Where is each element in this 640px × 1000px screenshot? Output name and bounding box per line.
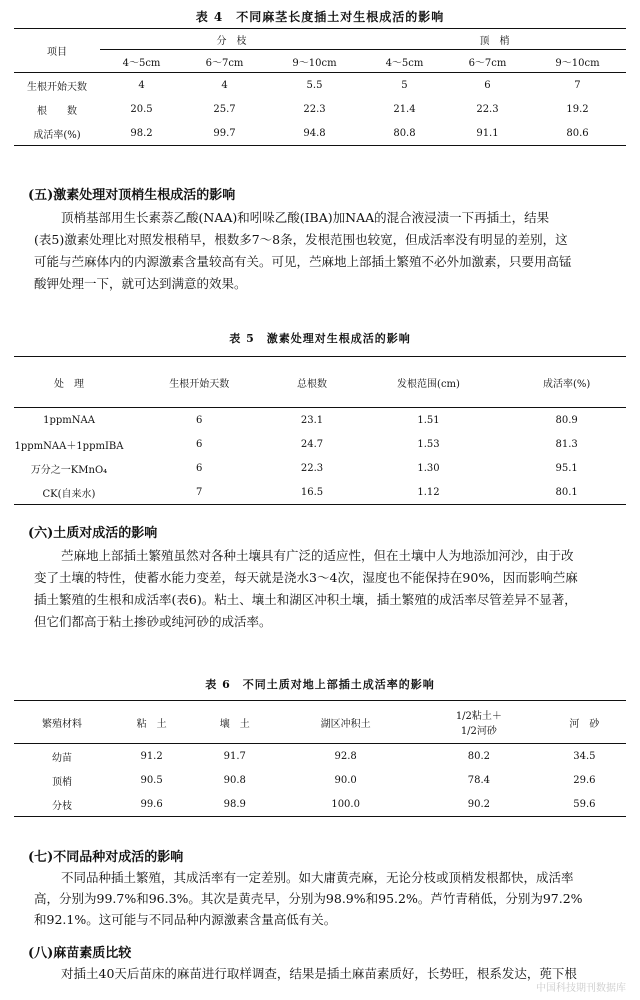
section-heading: (八)麻苗素质比较 — [28, 946, 132, 961]
table4-subcol: 4～5cm — [122, 57, 161, 69]
column-header: 生根开始天数 — [169, 378, 230, 390]
paragraph-line: 酸钾处理一下，就可达到满意的效果。 — [34, 276, 247, 291]
table-cell: 16.5 — [300, 486, 324, 498]
table-cell: 80.6 — [566, 127, 589, 139]
table6 — [14, 700, 626, 817]
section6 — [28, 522, 624, 633]
paragraph-line: 插土繁殖的生根和成活率(表6)。粘土、壤土和湖区冲积土壤，插土繁殖的成活率尽管差异不显著， — [34, 592, 577, 607]
table-cell: 91.7 — [223, 750, 246, 762]
table-cell: 80.8 — [393, 127, 416, 139]
table-cell: 19.2 — [566, 103, 589, 115]
table-cell: 98.2 — [130, 127, 153, 139]
table-cell: 4 — [138, 79, 145, 91]
column-header-line: 1/2粘土＋ — [455, 711, 502, 722]
table-cell: 21.4 — [393, 103, 416, 115]
table-row — [14, 456, 626, 480]
table-cell: 94.8 — [303, 127, 326, 139]
table-cell: 顶梢 — [52, 776, 72, 788]
table-cell: 91.1 — [476, 127, 499, 139]
table-row — [14, 768, 626, 792]
table-cell: 25.7 — [213, 103, 236, 115]
table-cell: 100.0 — [331, 798, 360, 810]
paragraph-line: 高，分别为99.7%和96.3%。其次是黄壳早，分别为98.9%和95.2%。芦竹青稍低，分别为97.2% — [34, 891, 583, 906]
section8 — [28, 942, 624, 984]
table4-group-branch: 分 枝 — [100, 29, 363, 50]
table-row — [14, 744, 626, 769]
table-cell: 80.9 — [555, 414, 578, 426]
table-cell: 1ppmNAA — [43, 414, 95, 426]
row-label: 成活率(%) — [33, 129, 81, 141]
table-row — [14, 408, 626, 433]
table-cell: CK(自来水) — [42, 488, 96, 500]
table-cell: 22.3 — [476, 103, 499, 115]
table-row — [14, 792, 626, 817]
paragraph-line: 可能与苎麻体内的内源激素含量较高有关。可见，苎麻地上部插土繁殖不必外加激素，只要用高锰 — [34, 254, 572, 269]
section-heading: (六)土质对成活的影响 — [28, 526, 158, 541]
table-cell: 91.2 — [140, 750, 163, 762]
column-header: 处 理 — [54, 378, 84, 390]
table-cell: 98.9 — [223, 798, 246, 810]
table6-title: 表 6 不同土质对地上部插土成活率的影响 — [205, 678, 435, 691]
table-cell: 90.8 — [223, 774, 246, 786]
table-cell: 90.5 — [140, 774, 163, 786]
table4-subcol: 6～7cm — [468, 57, 507, 69]
table-cell: 4 — [221, 79, 228, 91]
column-header: 湖区冲积土 — [320, 718, 371, 730]
table4-subcol: 6～7cm — [205, 57, 244, 69]
row-label: 生根开始天数 — [27, 81, 87, 93]
table4-subcol: 9～10cm — [555, 57, 600, 69]
table-cell: 80.2 — [467, 750, 490, 762]
table4-item-header: 项目 — [47, 47, 67, 58]
table-cell: 99.6 — [140, 798, 163, 810]
table-cell: 5.5 — [306, 79, 323, 91]
table-cell: 幼苗 — [52, 752, 72, 764]
table-cell: 分枝 — [52, 800, 72, 812]
table-cell: 78.4 — [467, 774, 490, 786]
table-cell: 万分之一KMnO₄ — [30, 464, 108, 476]
table-cell: 5 — [401, 79, 408, 91]
table4 — [14, 28, 626, 146]
column-header: 壤 土 — [219, 718, 250, 730]
section7 — [28, 846, 624, 930]
table-cell: 6 — [196, 438, 203, 450]
table-cell: 22.3 — [300, 462, 324, 474]
table-cell: 90.0 — [334, 774, 357, 786]
column-header-mixed — [415, 701, 543, 744]
table-row — [14, 432, 626, 456]
column-header-line: 1/2河砂 — [460, 726, 497, 737]
table-row — [14, 480, 626, 505]
paragraph-line: 对插土40天后苗床的麻苗进行取样调查，结果是插土麻苗素质好，长势旺，根系发达，蔸下根 — [61, 966, 577, 981]
table-cell: 81.3 — [555, 438, 578, 450]
column-header: 繁殖材料 — [42, 718, 82, 730]
table-cell: 59.6 — [573, 798, 596, 810]
table-cell: 99.7 — [213, 127, 236, 139]
paragraph-line: 但它们都高于粘土掺砂或纯河砂的成活率。 — [34, 614, 272, 629]
paragraph-line: 不同品种插土繁殖，其成活率有一定差别。如大庸黄壳麻，无论分枝或顶梢发根都快，成活率 — [61, 870, 574, 885]
column-header: 成活率(%) — [543, 378, 591, 390]
table4-title: 表 4 不同麻茎长度插土对生根成活的影响 — [195, 10, 445, 24]
column-header: 粘 土 — [136, 718, 167, 730]
table-cell: 1ppmNAA＋1ppmIBA — [14, 440, 124, 452]
column-header: 发根范围(cm) — [397, 378, 460, 390]
watermark: 中国科技期刊数据库 — [536, 983, 626, 994]
table-cell: 6 — [484, 79, 491, 91]
section-heading: (五)激素处理对顶梢生根成活的影响 — [28, 188, 236, 203]
table-row — [14, 121, 626, 146]
table-cell: 1.30 — [417, 462, 440, 474]
table-cell: 23.1 — [300, 414, 324, 426]
paragraph-line: 顶梢基部用生长素萘乙酸(NAA)和吲哚乙酸(IBA)加NAA的混合液浸渍一下再插土，结果 — [61, 210, 550, 225]
table5-title: 表 5 激素处理对生根成活的影响 — [229, 332, 411, 345]
table-cell: 7 — [574, 79, 581, 91]
paragraph-line: 变了土壤的特性，使蓄水能力变差，每天就是浇水3～4次，湿度也不能保持在90%，因而影响苎麻 — [34, 570, 578, 585]
table-cell: 29.6 — [573, 774, 596, 786]
paragraph-line: (表5)激素处理比对照发根稍早，根数多7～8条，发根范围也较宽，但成活率没有明显的差别，这 — [34, 232, 568, 247]
table-cell: 34.5 — [573, 750, 596, 762]
table4-subcol: 9～10cm — [292, 57, 337, 69]
row-label: 根 数 — [37, 105, 77, 117]
paragraph-line: 和92.1%。这可能与不同品种内源激素含量高低有关。 — [34, 912, 337, 927]
table-cell: 6 — [196, 462, 203, 474]
table-row — [14, 97, 626, 121]
table-cell: 7 — [196, 486, 203, 498]
table-cell: 6 — [196, 414, 203, 426]
table-cell: 24.7 — [300, 438, 324, 450]
table-cell: 1.53 — [417, 438, 440, 450]
section5 — [28, 184, 624, 295]
paragraph-line: 苎麻地上部插土繁殖虽然对各种土壤具有广泛的适应性，但在土壤中人为地添加河沙，由于改 — [61, 548, 574, 563]
table-cell: 20.5 — [130, 103, 153, 115]
table4-group-top: 顶 梢 — [363, 29, 626, 50]
table5 — [14, 356, 626, 505]
table-cell: 80.1 — [555, 486, 578, 498]
table-cell: 1.12 — [417, 486, 440, 498]
table-row — [14, 73, 626, 98]
table-cell: 22.3 — [303, 103, 326, 115]
table4-subcol: 4～5cm — [385, 57, 424, 69]
table-cell: 92.8 — [334, 750, 357, 762]
column-header: 河 砂 — [569, 718, 600, 730]
table-cell: 1.51 — [417, 414, 440, 426]
table-cell: 90.2 — [467, 798, 490, 810]
column-header: 总根数 — [297, 378, 328, 390]
table-cell: 95.1 — [555, 462, 578, 474]
section-heading: (七)不同品种对成活的影响 — [28, 850, 184, 865]
